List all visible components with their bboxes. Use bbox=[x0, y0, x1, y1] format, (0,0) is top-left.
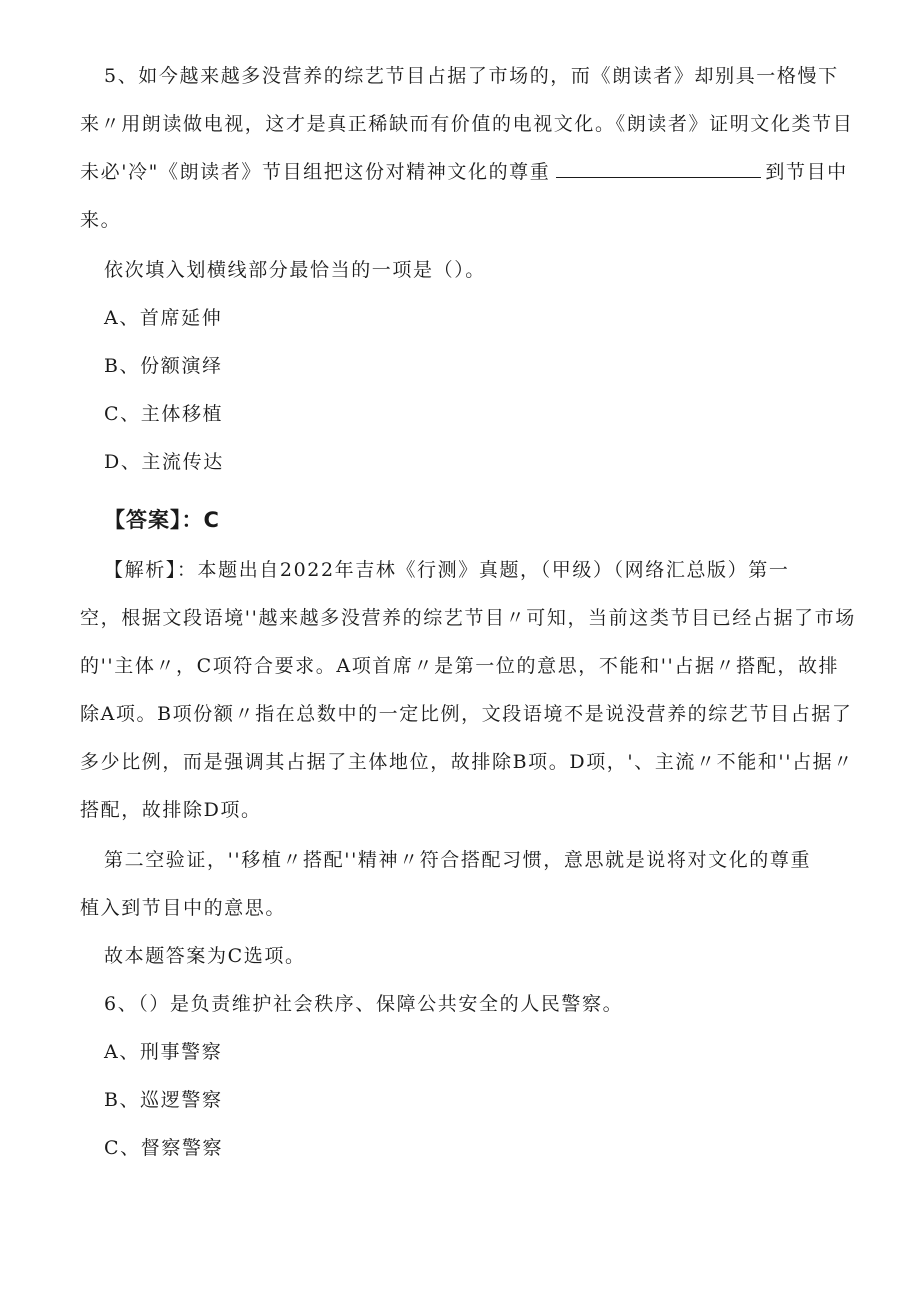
q5-answer: 【答案】：C bbox=[104, 508, 220, 532]
q5-analysis-line-3: 的''主体〃，C项符合要求。A项首席〃是第一位的意思，不能和''占据〃搭配，故排 bbox=[80, 655, 840, 677]
q5-option-d: D、主流传达 bbox=[104, 451, 224, 473]
q5-second-blank-line-1: 第二空验证，''移植〃搭配''精神〃符合搭配习惯，意思就是说将对文化的尊重 bbox=[104, 849, 812, 871]
q5-option-c: C、主体移植 bbox=[104, 403, 224, 425]
q5-stem-line-3-pre: 未必'冷"《朗读者》节目组把这份对精神文化的尊重 bbox=[80, 161, 551, 183]
q5-stem-line-3-post: 到节目中 bbox=[765, 161, 848, 183]
q5-second-blank-line-2: 植入到节目中的意思。 bbox=[80, 897, 287, 919]
q6-option-a: A、刑事警察 bbox=[104, 1041, 223, 1063]
q6-question: 6、（）是负责维护社会秩序、保障公共安全的人民警察。 bbox=[104, 993, 624, 1015]
q5-stem-line-2: 来〃用朗读做电视，这才是真正稀缺而有价值的电视文化。《朗读者》证明文化类节目 bbox=[80, 113, 854, 135]
q5-analysis-line-1: 【解析】：本题出自2022年吉林《行测》真题，（甲级）（网络汇总版）第一 bbox=[104, 559, 790, 581]
q6-option-b: B、巡逻警察 bbox=[104, 1089, 223, 1111]
fill-in-blank bbox=[556, 159, 761, 178]
q5-analysis-line-5: 多少比例，而是强调其占据了主体地位，故排除B项。D项，'、主流〃不能和''占据〃 bbox=[80, 751, 854, 773]
q6-option-c: C、督察警察 bbox=[104, 1137, 224, 1159]
q5-stem-line-3 bbox=[80, 158, 870, 186]
q5-option-b: B、份额演绎 bbox=[104, 355, 223, 377]
q5-conclusion: 故本题答案为C选项。 bbox=[104, 945, 306, 967]
q5-stem-line-1: 5、如今越来越多没营养的综艺节目占据了市场的，而《朗读者》却别具一格慢下 bbox=[104, 65, 839, 87]
q5-analysis-line-6: 搭配，故排除D项。 bbox=[80, 799, 262, 821]
q5-option-a: A、首席延伸 bbox=[104, 307, 223, 329]
q5-analysis-line-4: 除A项。B项份额〃指在总数中的一定比例，文段语境不是说没营养的综艺节目占据了 bbox=[80, 703, 853, 725]
q5-prompt: 依次填入划横线部分最恰当的一项是（）。 bbox=[104, 259, 486, 281]
q5-stem-line-4: 来。 bbox=[80, 209, 122, 231]
q5-analysis-line-2: 空，根据文段语境''越来越多没营养的综艺节目〃可知，当前这类节目已经占据了市场 bbox=[80, 607, 856, 629]
